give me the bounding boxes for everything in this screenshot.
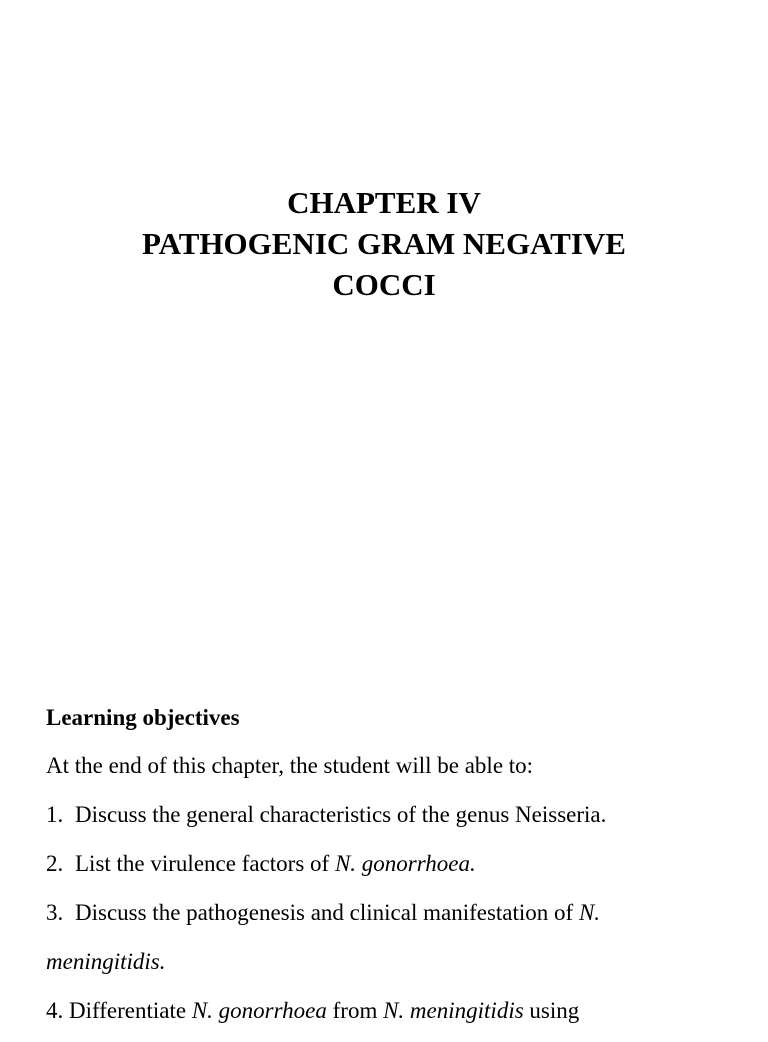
objective-item-2 [46, 846, 726, 895]
objective-item-3-continued [46, 944, 726, 993]
objective-item-1 [46, 797, 726, 846]
objective-text: from [326, 998, 384, 1023]
organism-name: N. gonorrhoea. [334, 851, 476, 876]
chapter-title-line-1: PATHOGENIC GRAM NEGATIVE [142, 226, 626, 261]
objective-text: using [523, 998, 580, 1023]
objectives-intro: At the end of this chapter, the student will be able to: [46, 753, 534, 778]
learning-objectives-section [46, 700, 726, 1042]
organism-name: N. [578, 900, 601, 925]
objective-number: 2. [46, 851, 64, 876]
chapter-number: CHAPTER IV [287, 185, 481, 220]
chapter-title-line-2: COCCI [332, 267, 436, 302]
objective-item-4 [46, 993, 726, 1042]
objective-text: Discuss the general characteristics of the genus Neisseria. [75, 802, 607, 827]
learning-objectives-heading: Learning objectives [46, 705, 240, 730]
organism-name: N. meningitidis [383, 998, 524, 1023]
objective-number: 4. [46, 998, 64, 1023]
objective-item-3 [46, 895, 726, 944]
objective-number: 1. [46, 802, 64, 827]
objective-number: 3. [46, 900, 64, 925]
objective-text: List the virulence factors of [75, 851, 335, 876]
organism-name: N. gonorrhoea [191, 998, 327, 1023]
chapter-heading [0, 182, 768, 305]
organism-name: meningitidis. [46, 949, 166, 974]
objective-text: Discuss the pathogenesis and clinical manifestation of [75, 900, 579, 925]
objective-text: Differentiate [69, 998, 192, 1023]
